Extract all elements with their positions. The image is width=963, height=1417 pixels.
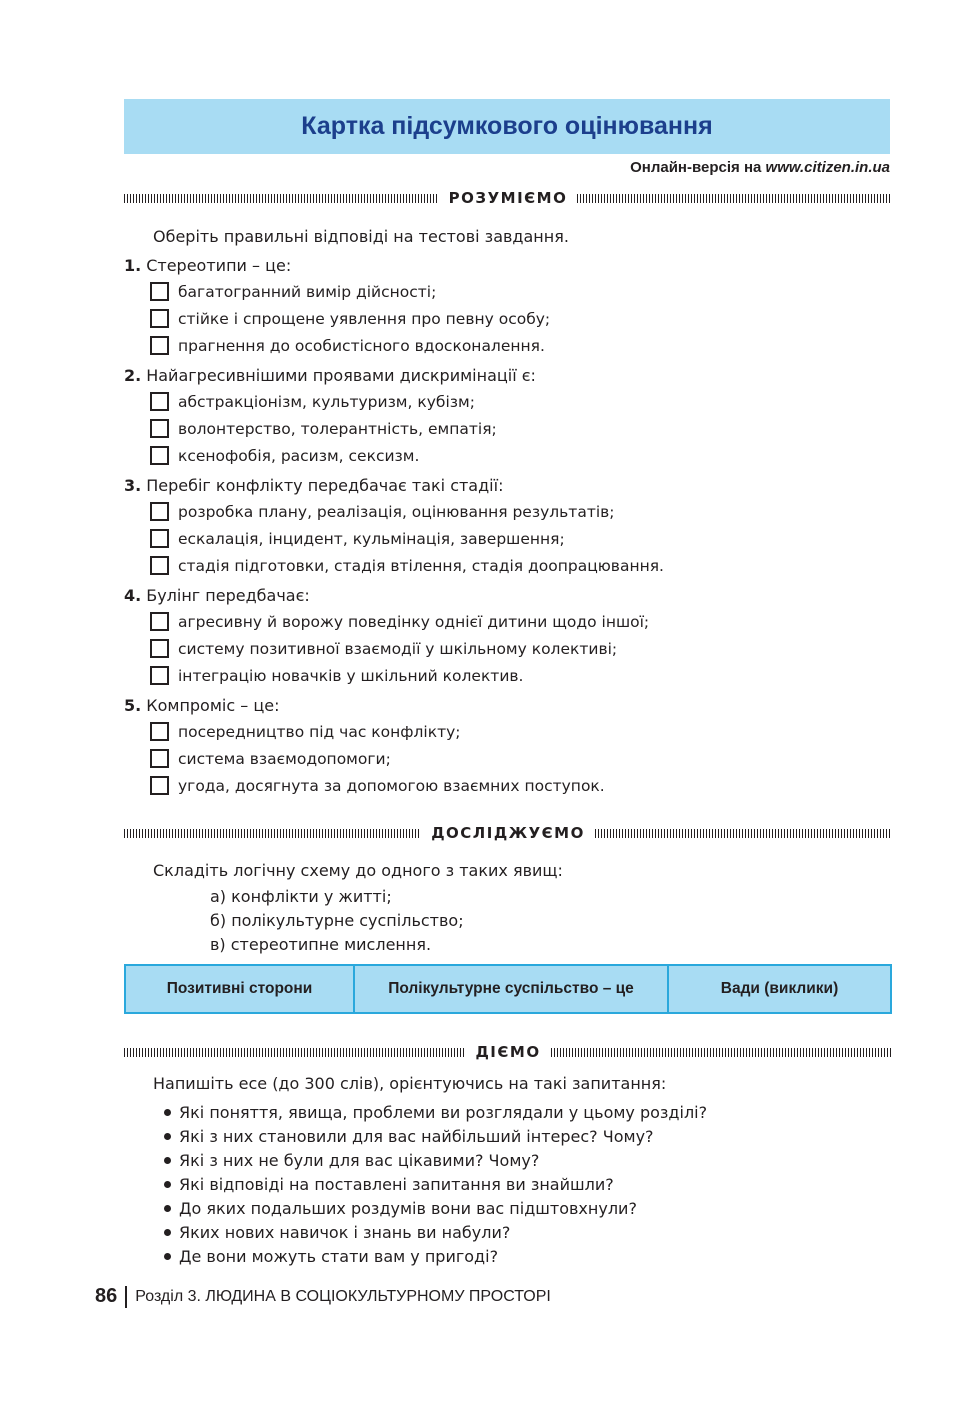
essay-question-item bbox=[164, 1199, 637, 1218]
answer-option[interactable] bbox=[150, 502, 615, 521]
question-number: 5. bbox=[124, 696, 142, 715]
answer-label: волонтерство, толерантність, емпатія; bbox=[178, 419, 497, 438]
question-number: 1. bbox=[124, 256, 142, 275]
hatch-divider bbox=[551, 1048, 892, 1057]
answer-checkbox[interactable] bbox=[150, 336, 169, 355]
answer-label: стадія підготовки, стадія втілення, стадія доопрацювання. bbox=[178, 556, 664, 575]
answer-checkbox[interactable] bbox=[150, 722, 169, 741]
answer-checkbox[interactable] bbox=[150, 309, 169, 328]
essay-question-item bbox=[164, 1223, 510, 1242]
bullet-icon bbox=[164, 1205, 171, 1212]
bullet-icon bbox=[164, 1109, 171, 1116]
question-text: Булінг передбачає: bbox=[146, 586, 310, 605]
question-text: Найагресивнішими проявами дискримінації є: bbox=[146, 366, 536, 385]
essay-question-item bbox=[164, 1247, 498, 1266]
section-label: ДОСЛІДЖУЄМО bbox=[431, 824, 585, 842]
answer-label: стійке і спрощене уявлення про певну особу; bbox=[178, 309, 551, 328]
answer-checkbox[interactable] bbox=[150, 502, 169, 521]
answer-checkbox[interactable] bbox=[150, 419, 169, 438]
answer-label: ксенофобія, расизм, сексизм. bbox=[178, 446, 420, 465]
section-header-act bbox=[124, 1042, 892, 1062]
scheme-table bbox=[124, 964, 892, 1014]
essay-question-item bbox=[164, 1151, 539, 1170]
question-4 bbox=[124, 586, 310, 606]
chapter-title: Розділ 3. ЛЮДИНА В СОЦІОКУЛЬТУРНОМУ ПРОСТОРІ bbox=[135, 1287, 551, 1305]
answer-checkbox[interactable] bbox=[150, 282, 169, 301]
hatch-divider bbox=[577, 194, 892, 203]
bullet-icon bbox=[164, 1157, 171, 1164]
answer-option[interactable] bbox=[150, 392, 475, 411]
title-banner bbox=[124, 99, 890, 154]
bullet-icon bbox=[164, 1181, 171, 1188]
answer-option[interactable] bbox=[150, 776, 605, 795]
question-number: 2. bbox=[124, 366, 142, 385]
answer-option[interactable] bbox=[150, 309, 550, 328]
hatch-divider bbox=[124, 194, 439, 203]
answer-option[interactable] bbox=[150, 612, 649, 631]
answer-checkbox[interactable] bbox=[150, 776, 169, 795]
essay-question-text: Які відповіді на поставлені запитання ви знайшли? bbox=[179, 1175, 614, 1194]
section-header-understand bbox=[124, 188, 892, 208]
answer-label: прагнення до особистісного вдосконалення. bbox=[178, 336, 545, 355]
question-number: 4. bbox=[124, 586, 142, 605]
essay-question-text: Яких нових навичок і знань ви набули? bbox=[179, 1223, 511, 1242]
online-prefix: Онлайн-версія на bbox=[630, 159, 762, 176]
answer-option[interactable] bbox=[150, 529, 565, 548]
essay-question-text: Які з них становили для вас найбільший інтерес? Чому? bbox=[179, 1127, 654, 1146]
answer-option[interactable] bbox=[150, 419, 497, 438]
answer-option[interactable] bbox=[150, 666, 523, 685]
question-text: Стереотипи – це: bbox=[146, 256, 292, 275]
page-footer bbox=[95, 1285, 551, 1308]
essay-question-item bbox=[164, 1103, 707, 1122]
answer-label: угода, досягнута за допомогою взаємних поступок. bbox=[178, 776, 605, 795]
section-label: ДІЄМО bbox=[475, 1043, 541, 1061]
hatch-divider bbox=[124, 829, 421, 838]
answer-option[interactable] bbox=[150, 282, 436, 301]
question-text: Перебіг конфлікту передбачає такі стадії: bbox=[146, 476, 504, 495]
bullet-icon bbox=[164, 1253, 171, 1260]
answer-option[interactable] bbox=[150, 639, 617, 658]
question-2 bbox=[124, 366, 536, 386]
answer-label: посередництво під час конфлікту; bbox=[178, 722, 461, 741]
essay-question-item bbox=[164, 1175, 614, 1194]
question-1 bbox=[124, 256, 291, 276]
explore-instruction: Складіть логічну схему до одного з таких явищ: bbox=[153, 861, 563, 880]
act-instruction: Напишіть есе (до 300 слів), орієнтуючись на такі запитання: bbox=[153, 1074, 667, 1093]
hatch-divider bbox=[595, 829, 892, 838]
section-header-explore bbox=[124, 823, 892, 843]
question-number: 3. bbox=[124, 476, 142, 495]
answer-option[interactable] bbox=[150, 722, 461, 741]
answer-label: агресивну й ворожу поведінку однієї дитини щодо іншої; bbox=[178, 612, 650, 631]
answer-label: ескалація, інцидент, кульмінація, завершення; bbox=[178, 529, 565, 548]
essay-question-text: До яких подальших роздумів вони вас підштовхнули? bbox=[179, 1199, 637, 1218]
answer-checkbox[interactable] bbox=[150, 392, 169, 411]
question-3 bbox=[124, 476, 503, 496]
essay-question-text: Де вони можуть стати вам у пригоді? bbox=[179, 1247, 499, 1266]
explore-item: а) конфлікти у житті; bbox=[210, 887, 392, 906]
page-number: 86 bbox=[95, 1285, 118, 1307]
answer-checkbox[interactable] bbox=[150, 639, 169, 658]
explore-item: в) стереотипне мислення. bbox=[210, 935, 432, 954]
essay-question-item bbox=[164, 1127, 654, 1146]
section-label: РОЗУМІЄМО bbox=[448, 189, 568, 207]
essay-question-text: Які з них не були для вас цікавими? Чому? bbox=[179, 1151, 540, 1170]
scheme-cell-positive: Позитивні сторони bbox=[126, 966, 355, 1012]
page-title: Картка підсумкового оцінювання bbox=[301, 112, 713, 140]
test-instruction: Оберіть правильні відповіді на тестові завдання. bbox=[153, 227, 569, 246]
answer-label: систему позитивної взаємодії у шкільному колективі; bbox=[178, 639, 618, 658]
answer-label: система взаємодопомоги; bbox=[178, 749, 391, 768]
scheme-cell-challenges: Вади (виклики) bbox=[720, 980, 839, 997]
answer-checkbox[interactable] bbox=[150, 666, 169, 685]
explore-item: б) полікультурне суспільство; bbox=[210, 911, 464, 930]
answer-label: багатогранний вимір дійсності; bbox=[178, 282, 437, 301]
bullet-icon bbox=[164, 1229, 171, 1236]
bullet-icon bbox=[164, 1133, 171, 1140]
answer-option[interactable] bbox=[150, 336, 545, 355]
footer-separator bbox=[125, 1286, 127, 1308]
question-5 bbox=[124, 696, 279, 716]
answer-option[interactable] bbox=[150, 749, 391, 768]
answer-option[interactable] bbox=[150, 446, 419, 465]
essay-question-text: Які поняття, явища, проблеми ви розглядали у цьому розділі? bbox=[179, 1103, 708, 1122]
answer-checkbox[interactable] bbox=[150, 749, 169, 768]
question-text: Компроміс – це: bbox=[146, 696, 280, 715]
answer-checkbox[interactable] bbox=[150, 529, 169, 548]
scheme-cell-definition: Полікультурне суспільство – це bbox=[355, 966, 669, 1012]
online-version-note bbox=[630, 159, 890, 176]
answer-option[interactable] bbox=[150, 556, 664, 575]
answer-label: розробка плану, реалізація, оцінювання результатів; bbox=[178, 502, 615, 521]
answer-checkbox[interactable] bbox=[150, 612, 169, 631]
online-url[interactable]: www.citizen.in.ua bbox=[765, 159, 890, 176]
hatch-divider bbox=[124, 1048, 465, 1057]
answer-checkbox[interactable] bbox=[150, 446, 169, 465]
answer-label: інтеграцію новачків у шкільний колектив. bbox=[178, 666, 524, 685]
answer-label: абстракціонізм, культуризм, кубізм; bbox=[178, 392, 475, 411]
answer-checkbox[interactable] bbox=[150, 556, 169, 575]
